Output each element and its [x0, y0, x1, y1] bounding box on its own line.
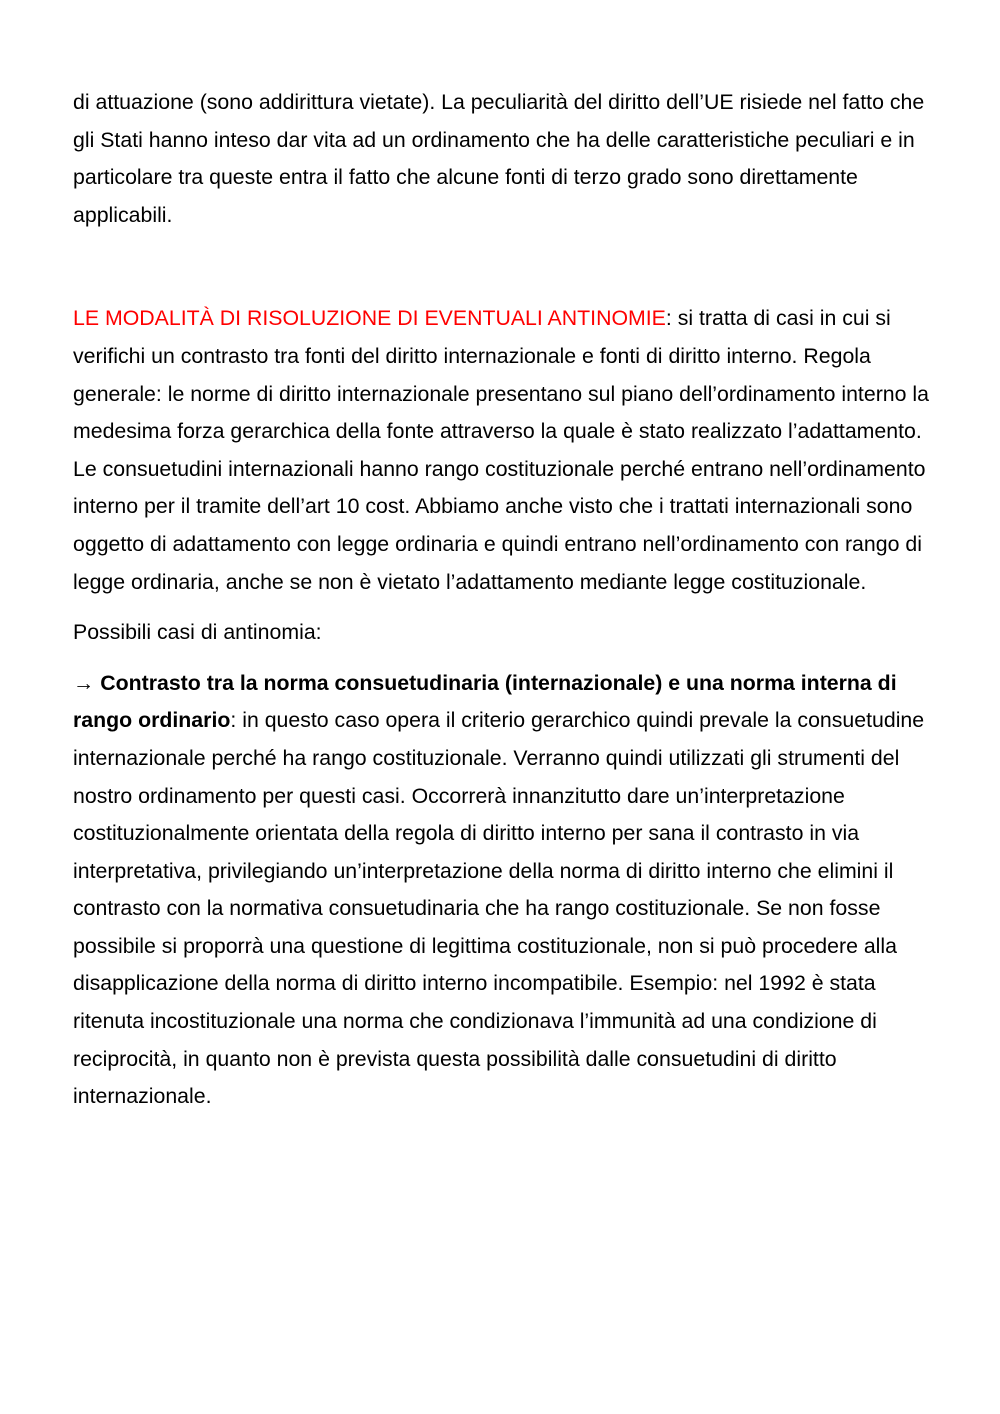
paragraph-antinomie	[73, 300, 935, 601]
arrow-right-icon: →	[73, 670, 95, 695]
paragraph-ue-law	[73, 84, 935, 234]
section-heading: LE MODALITÀ DI RISOLUZIONE DI EVENTUALI ANTINOMIE	[73, 306, 666, 331]
paragraph-antinomie-text: : si tratta di casi in cui si verifichi un contrasto tra fonti del diritto internazionale e fonti di diritto interno. Regola generale: le norme di diritto internazionale presentano sul piano dell’ordinamento interno la medesima forza gerarchica della fonte attraverso la quale è stato realizzato l’adattamento. Le consuetudini internazionali hanno rango costituzionale perché entrano nell’ordinamento interno per il tramite dell’art 10 cost. Abbiamo anche visto che i trattati internazionali sono oggetto di adattamento con legge ordinaria e quindi entrano nell’ordinamento con rango di legge ordinaria, anche se non è vietato l’adattamento mediante legge costituzionale.	[73, 306, 929, 594]
case-1-title: Contrasto tra la norma consuetudinaria (internazionale) e una norma interna di rango ordinario	[73, 670, 897, 733]
document-body	[73, 84, 935, 1116]
paragraph-ue-law-text: di attuazione (sono addirittura vietate). La peculiarità del diritto dell’UE risiede nel fatto che gli Stati hanno inteso dar vita ad un ordinamento che ha delle caratteristiche peculiari e in particolare tra queste entra il fatto che alcune fonti di terzo grado sono direttamente applicabili.	[73, 90, 925, 227]
case-1-text: : in questo caso opera il criterio gerarchico quindi prevale la consuetudine internazionale perché ha rango costituzionale. Verranno quindi utilizzati gli strumenti del nostro ordinamento per questi casi. Occorrerà innanzitutto dare un’interpretazione costituzionalmente orientata della regola di diritto interno per sana il contrasto in via interpretativa, privilegiando un’interpretazione della norma di diritto interno che elimini il contrasto con la normativa consuetudinaria che ha rango costituzionale. Se non fosse possibile si proporrà una questione di legittima costituzionale, non si può procedere alla disapplicazione della norma di diritto interno incompatibile. Esempio: nel 1992 è stata ritenuta incostituzionale una norma che condizionava l’immunità ad una condizione di reciprocità, in quanto non è prevista questa possibilità dalle consuetudini di diritto internazionale.	[73, 708, 925, 1109]
paragraph-case-1	[73, 665, 935, 1116]
paragraph-possible-cases-text: Possibili casi di antinomia:	[73, 620, 322, 645]
paragraph-possible-cases	[73, 614, 935, 652]
